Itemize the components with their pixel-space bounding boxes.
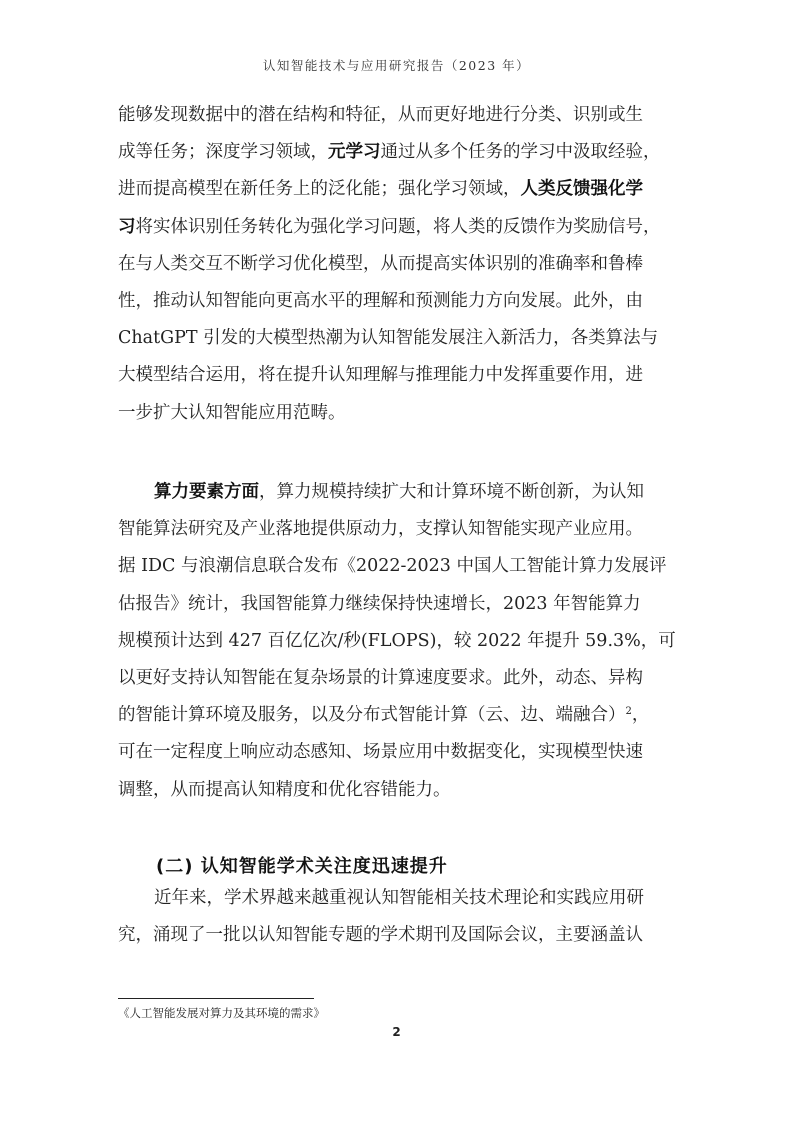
text-line: 智能算法研究及产业落地提供原动力，支撑认知智能实现产业应用。 <box>118 519 643 540</box>
text-line: 以更好支持认知智能在复杂场景的计算速度要求。此外，动态、异构 <box>118 668 643 689</box>
text-line <box>118 171 676 208</box>
text-span: 进而提高模型在新任务上的泛化能；强化学习领域， <box>118 179 521 200</box>
text-span: ， <box>631 705 650 726</box>
bold-term-meta-learning: 元学习 <box>328 142 381 163</box>
text-line: 性，推动认知智能向更高水平的理解和预测能力方向发展。此外，由 <box>118 291 643 312</box>
text-line <box>118 697 676 734</box>
text-line: 据 IDC 与浪潮信息联合发布《2022-2023 中国人工智能计算力发展评 <box>118 556 667 577</box>
text-span: 通过从多个任务的学习中汲取经验， <box>380 142 661 163</box>
footnote-divider <box>118 998 314 999</box>
text-line <box>118 209 676 246</box>
text-line: 近年来，学术界越来越重视认知智能相关技术理论和实践应用研 <box>154 888 644 908</box>
text-span: 将实体识别任务转化为强化学习问题，将人类的反馈作为奖励信号， <box>135 216 661 237</box>
text-span: 成等任务；深度学习领域， <box>118 142 328 163</box>
text-line: 一步扩大认知智能应用范畴。 <box>118 402 346 423</box>
text-line: 能够发现数据中的潜在结构和特征，从而更好地进行分类、识别或生 <box>118 105 643 125</box>
text-span: ，算力规模持续扩大和计算环境不断创新，为认知 <box>259 482 644 502</box>
text-line: 大模型结合运用，将在提升认知理解与推理能力中发挥重要作用，进 <box>118 365 643 386</box>
text-line <box>118 134 676 171</box>
paragraph-algorithms <box>118 97 676 432</box>
text-line <box>118 474 676 511</box>
footnote-reference[interactable]: 2 <box>625 706 632 718</box>
text-line: 规模预计达到 427 百亿亿次/秒(FLOPS)，较 2022 年提升 59.3%，可 <box>118 630 676 651</box>
page-number: 2 <box>392 1025 401 1039</box>
paragraph-academic <box>118 880 676 954</box>
bold-term-computing-power: 算力要素方面 <box>154 482 259 502</box>
bold-term-rlhf: 人类反馈强化学 <box>520 179 643 200</box>
bold-term-rlhf-end: 习 <box>118 216 136 237</box>
text-line: ChatGPT 引发的大模型热潮为认知智能发展注入新活力，各类算法与 <box>118 328 659 349</box>
text-line: 可在一定程度上响应动态感知、场景应用中数据变化，实现模型快速 <box>118 742 643 763</box>
section-heading: (二) 认知智能学术关注度迅速提升 <box>156 856 448 877</box>
paragraph-computing-power <box>118 474 676 809</box>
footnote-text: 《人工智能发展对算力及其环境的需求》 <box>118 1006 325 1020</box>
text-line: 估报告》统计，我国智能算力继续保持快速增长，2023 年智能算力 <box>118 593 641 614</box>
text-line: 在与人类交互不断学习优化模型，从而提高实体识别的准确率和鲁棒 <box>118 253 643 274</box>
text-line: 究，涌现了一批以认知智能专题的学术期刊及国际会议，主要涵盖认 <box>118 925 643 946</box>
running-header: 认知智能技术与应用研究报告（2023 年） <box>262 58 531 73</box>
text-span: 的智能计算环境及服务，以及分布式智能计算（云、边、端融合） <box>118 705 626 726</box>
text-line: 调整，从而提高认知精度和优化容错能力。 <box>118 779 451 800</box>
